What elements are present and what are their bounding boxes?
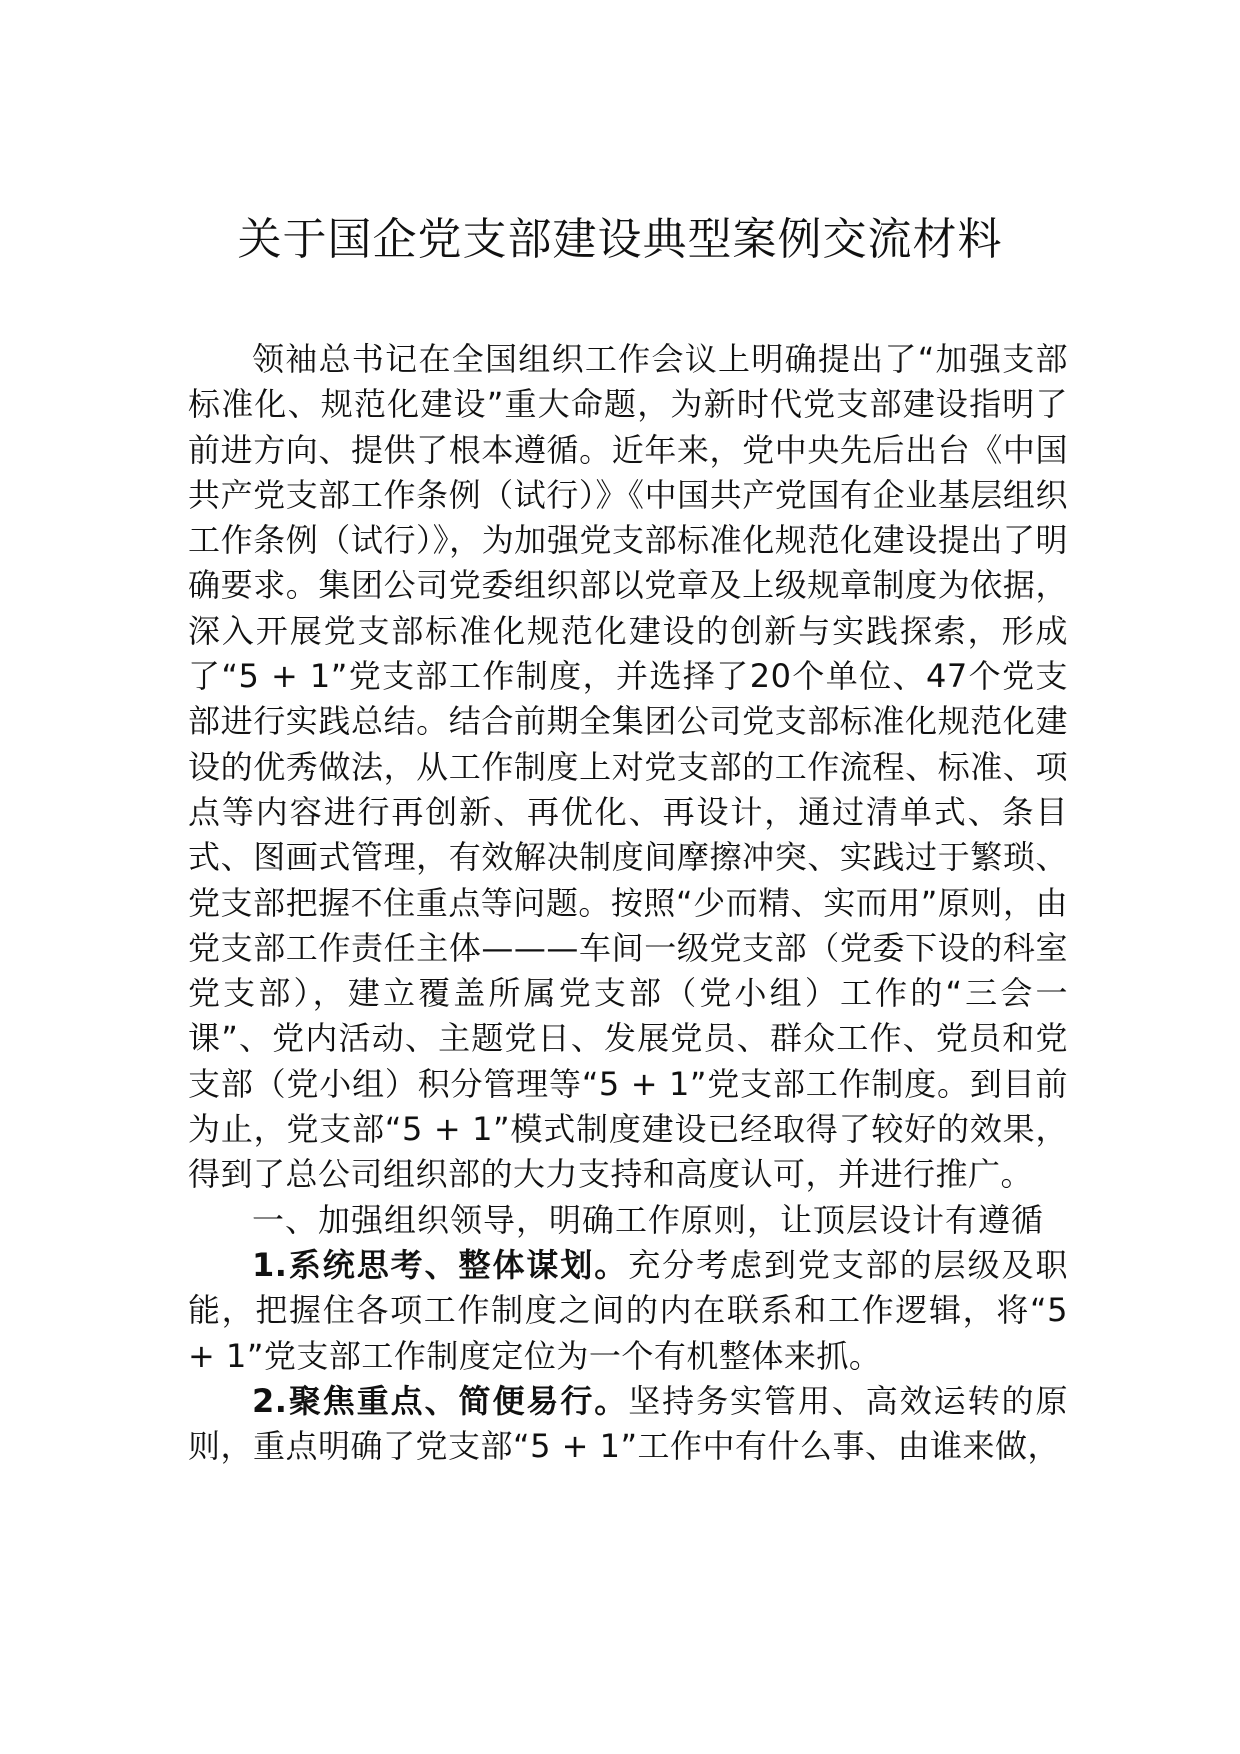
document-title: 关于国企党支部建设典型案例交流材料 <box>237 214 1003 265</box>
item-text: 坚持务实管用、高效运转的原则，重点明确了党支部“5 + 1”工作中有什么事、由谁来做， <box>188 1381 1068 1466</box>
section-heading: 一、加强组织领导，明确工作原则，让顶层设计有遵循 <box>252 1200 1045 1239</box>
intro-paragraph: 领袖总书记在全国组织工作会议上明确提出了“加强支部标准化、规范化建设”重大命题，为新时代党支部建设指明了前进方向、提供了根本遵循。近年来，党中央先后出台《中国共产党支部工作条例（试行）》《中国共产党国有企业基层组织工作条例（试行）》，为加强党支部标准化规范化建设提出了明确要求。集团公司党委组织部以党章及上级规章制度为依据，深入开展党支部标准化规范化建设的创新与实践探索，形成了“5 + 1”党支部工作制度，并选择了20个单位、47个党支部进行实践总结。结合前期全集团公司党支部标准化规范化建设的优秀做法，从工作制度上对党支部的工作流程、标准、项点等内容进行再创新、再优化、再设计，通过清单式、条目式、图画式管理，有效解决制度间摩擦冲突、实践过于繁琐、党支部把握不住重点等问题。按照“少而精、实而用”原则，由党支部工作责任主体———车间一级党支部（党委下设的科室党支部），建立覆盖所属党支部（党小组）工作的“三会一课”、党内活动、主题党日、发展党员、群众工作、党员和党支部（党小组）积分管理等“5 + 1”党支部工作制度。到目前为止，党支部“5 + 1”模式制度建设已经取得了较好的效果，得到了总公司组织部的大力支持和高度认可，并进行推广。 <box>188 340 1068 1194</box>
list-item <box>188 1243 1068 1379</box>
document-body <box>188 337 1068 1469</box>
item-lead: 2.聚焦重点、简便易行。 <box>252 1381 629 1420</box>
item-text: 充分考虑到党支部的层级及职能，把握住各项工作制度之间的内在联系和工作逻辑，将“5 + 1”党支部工作制度定位为一个有机整体来抓。 <box>188 1245 1068 1375</box>
list-item <box>188 1379 1068 1470</box>
item-lead: 1.系统思考、整体谋划。 <box>252 1245 629 1284</box>
